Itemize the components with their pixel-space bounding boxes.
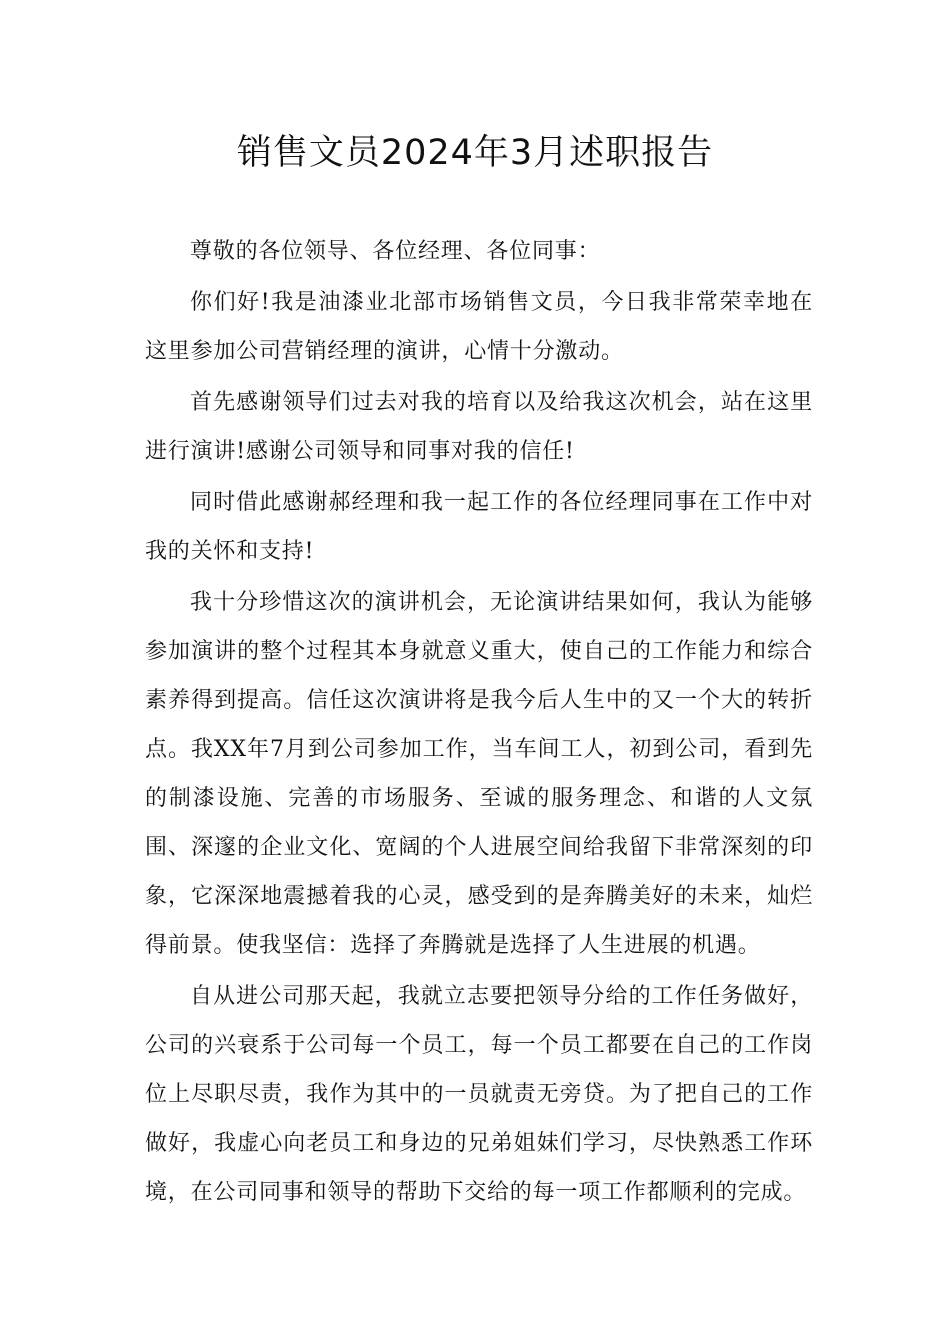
document-title: 销售文员2024年3月述职报告 — [236, 133, 714, 173]
paragraph-opportunity: 我十分珍惜这次的演讲机会，无论演讲结果如何，我认为能够参加演讲的整个过程其本身就意义重大，使自己的工作能力和综合素养得到提高。信任这次演讲将是我今后人生中的又一个大的转折点。我XX年7月到公司参加工作，当车间工人，初到公司，看到先的制漆设施、完善的市场服务、至诚的服务理念、和谐的人文氛围、深邃的企业文化、宽阔的个人进展空间给我留下非常深刻的印象，它深深地震撼着我的心灵，感受到的是奔腾美好的未来，灿烂得前景。使我坚信：选择了奔腾就是选择了人生进展的机遇。 — [145, 590, 813, 958]
paragraph-commitment: 自从进公司那天起，我就立志要把领导分给的工作任务做好，公司的兴衰系于公司每一个员工，每一个员工都要在自己的工作岗位上尽职尽责，我作为其中的一员就责无旁贷。为了把自己的工作做好，我虚心向老员工和身边的兄弟姐妹们学习，尽快熟悉工作环境，在公司同事和领导的帮助下交给的每一项工作都顺利的完成。 — [145, 984, 813, 1205]
paragraph-greeting: 尊敬的各位领导、各位经理、各位同事： — [190, 239, 601, 264]
paragraph-thanks-colleagues: 同时借此感谢郝经理和我一起工作的各位经理同事在工作中对我的关怀和支持! — [145, 490, 813, 564]
document-body — [145, 227, 813, 1219]
paragraph-introduction: 你们好!我是油漆业北部市场销售文员，今日我非常荣幸地在这里参加公司营销经理的演讲，心情十分激动。 — [145, 290, 813, 364]
paragraph-thanks-leaders: 首先感谢领导们过去对我的培育以及给我这次机会，站在这里进行演讲!感谢公司领导和同事对我的信任! — [145, 390, 813, 464]
